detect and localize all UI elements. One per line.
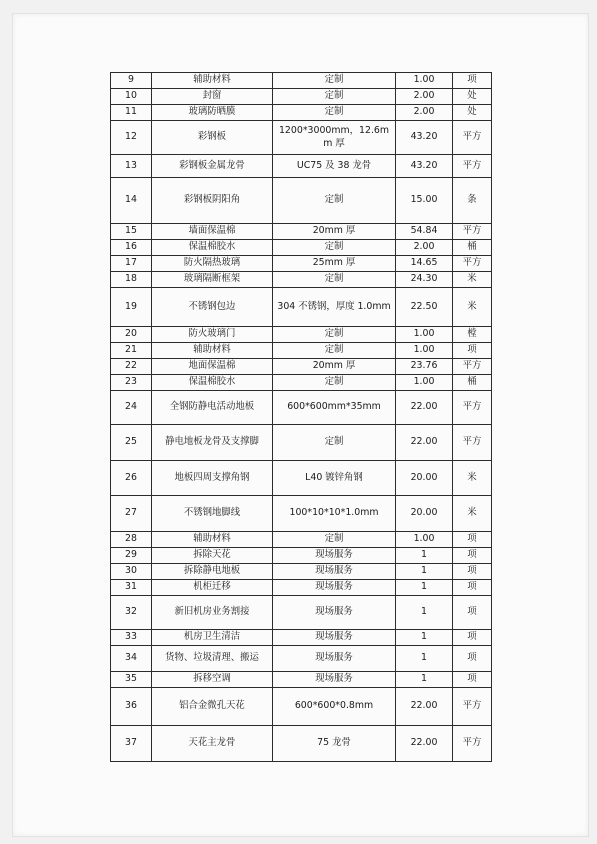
item-number: 32 <box>111 596 152 630</box>
item-number: 22 <box>111 359 152 375</box>
item-name: 拆除天花 <box>152 548 273 564</box>
table-row <box>111 496 492 532</box>
item-number: 11 <box>111 105 152 121</box>
item-unit: 项 <box>453 580 492 596</box>
items-table <box>110 72 492 762</box>
item-name: 铝合金微孔天花 <box>152 688 273 726</box>
item-quantity: 2.00 <box>396 105 453 121</box>
item-quantity: 1 <box>396 564 453 580</box>
item-number: 36 <box>111 688 152 726</box>
table-row <box>111 564 492 580</box>
table-row <box>111 359 492 375</box>
item-name: 天花主龙骨 <box>152 726 273 762</box>
item-spec: 20mm 厚 <box>273 359 396 375</box>
table-row <box>111 343 492 359</box>
item-number: 15 <box>111 224 152 240</box>
item-name: 防火隔热玻璃 <box>152 256 273 272</box>
item-quantity: 20.00 <box>396 496 453 532</box>
item-unit: 项 <box>453 532 492 548</box>
item-name: 不锈钢地脚线 <box>152 496 273 532</box>
item-quantity: 1 <box>396 580 453 596</box>
item-number: 35 <box>111 672 152 688</box>
item-number: 21 <box>111 343 152 359</box>
item-name: 保温棉胶水 <box>152 375 273 391</box>
item-number: 25 <box>111 425 152 461</box>
item-unit: 米 <box>453 496 492 532</box>
item-name: 玻璃防晒膜 <box>152 105 273 121</box>
item-name: 辅助材料 <box>152 532 273 548</box>
table-row <box>111 548 492 564</box>
table-row <box>111 688 492 726</box>
item-spec: 定制 <box>273 89 396 105</box>
item-number: 13 <box>111 155 152 178</box>
item-quantity: 15.00 <box>396 178 453 224</box>
item-number: 9 <box>111 73 152 89</box>
table-row <box>111 375 492 391</box>
item-unit: 平方 <box>453 121 492 155</box>
item-name: 全钢防静电活动地板 <box>152 391 273 425</box>
table-row <box>111 596 492 630</box>
item-name: 保温棉胶水 <box>152 240 273 256</box>
item-number: 29 <box>111 548 152 564</box>
item-number: 34 <box>111 646 152 672</box>
item-spec: 25mm 厚 <box>273 256 396 272</box>
table-row <box>111 155 492 178</box>
item-unit: 平方 <box>453 425 492 461</box>
item-spec: 现场服务 <box>273 630 396 646</box>
table-row <box>111 121 492 155</box>
table-row <box>111 630 492 646</box>
item-number: 33 <box>111 630 152 646</box>
table-row <box>111 461 492 496</box>
item-quantity: 43.20 <box>396 155 453 178</box>
table-row <box>111 532 492 548</box>
item-number: 20 <box>111 327 152 343</box>
item-spec: 现场服务 <box>273 564 396 580</box>
table-row <box>111 178 492 224</box>
item-number: 10 <box>111 89 152 105</box>
item-unit: 处 <box>453 89 492 105</box>
table-row <box>111 256 492 272</box>
item-spec: 定制 <box>273 272 396 288</box>
item-unit: 米 <box>453 272 492 288</box>
item-quantity: 1.00 <box>396 73 453 89</box>
item-unit: 项 <box>453 548 492 564</box>
item-number: 19 <box>111 288 152 327</box>
item-unit: 平方 <box>453 359 492 375</box>
item-spec: L40 镀锌角钢 <box>273 461 396 496</box>
item-quantity: 1 <box>396 672 453 688</box>
item-quantity: 1.00 <box>396 343 453 359</box>
item-name: 彩钢板 <box>152 121 273 155</box>
item-name: 货物、垃圾清理、搬运 <box>152 646 273 672</box>
item-spec: 304 不锈钢，厚度 1.0mm <box>273 288 396 327</box>
item-name: 辅助材料 <box>152 73 273 89</box>
item-spec: 定制 <box>273 240 396 256</box>
item-unit: 项 <box>453 73 492 89</box>
item-unit: 项 <box>453 596 492 630</box>
item-unit: 项 <box>453 630 492 646</box>
item-number: 18 <box>111 272 152 288</box>
item-name: 封窗 <box>152 89 273 105</box>
item-number: 30 <box>111 564 152 580</box>
item-number: 17 <box>111 256 152 272</box>
item-name: 拆移空调 <box>152 672 273 688</box>
item-spec: 定制 <box>273 327 396 343</box>
item-unit: 桶 <box>453 375 492 391</box>
item-spec: 75 龙骨 <box>273 726 396 762</box>
item-number: 14 <box>111 178 152 224</box>
item-name: 静电地板龙骨及支撑脚 <box>152 425 273 461</box>
item-name: 不锈钢包边 <box>152 288 273 327</box>
item-name: 彩钢板阴阳角 <box>152 178 273 224</box>
item-unit: 樘 <box>453 327 492 343</box>
item-name: 防火玻璃门 <box>152 327 273 343</box>
item-name: 新旧机房业务割接 <box>152 596 273 630</box>
item-number: 26 <box>111 461 152 496</box>
item-name: 拆除静电地板 <box>152 564 273 580</box>
table-row <box>111 272 492 288</box>
item-quantity: 22.50 <box>396 288 453 327</box>
item-quantity: 2.00 <box>396 240 453 256</box>
item-spec: 定制 <box>273 375 396 391</box>
item-number: 37 <box>111 726 152 762</box>
item-unit: 米 <box>453 288 492 327</box>
item-quantity: 54.84 <box>396 224 453 240</box>
item-quantity: 1.00 <box>396 375 453 391</box>
item-unit: 条 <box>453 178 492 224</box>
item-name: 玻璃隔断框架 <box>152 272 273 288</box>
item-unit: 平方 <box>453 224 492 240</box>
item-quantity: 1.00 <box>396 327 453 343</box>
item-unit: 平方 <box>453 256 492 272</box>
item-spec: 现场服务 <box>273 646 396 672</box>
item-unit: 平方 <box>453 155 492 178</box>
item-name: 彩钢板金属龙骨 <box>152 155 273 178</box>
item-number: 31 <box>111 580 152 596</box>
item-spec: 定制 <box>273 178 396 224</box>
item-unit: 平方 <box>453 688 492 726</box>
table-row <box>111 327 492 343</box>
table-row <box>111 646 492 672</box>
item-unit: 项 <box>453 646 492 672</box>
table-row <box>111 672 492 688</box>
item-name: 机房卫生清洁 <box>152 630 273 646</box>
table-row <box>111 580 492 596</box>
item-quantity: 22.00 <box>396 688 453 726</box>
item-number: 28 <box>111 532 152 548</box>
item-quantity: 1.00 <box>396 532 453 548</box>
item-quantity: 14.65 <box>396 256 453 272</box>
item-unit: 处 <box>453 105 492 121</box>
item-unit: 项 <box>453 672 492 688</box>
item-spec: 600*600*0.8mm <box>273 688 396 726</box>
table-row <box>111 726 492 762</box>
item-unit: 米 <box>453 461 492 496</box>
item-spec: 1200*3000mm，12.6mm 厚 <box>273 121 396 155</box>
item-spec: 现场服务 <box>273 580 396 596</box>
item-spec: 定制 <box>273 343 396 359</box>
table-row <box>111 224 492 240</box>
item-quantity: 20.00 <box>396 461 453 496</box>
table-row <box>111 288 492 327</box>
item-quantity: 22.00 <box>396 391 453 425</box>
item-unit: 平方 <box>453 391 492 425</box>
item-name: 地板四周支撑角钢 <box>152 461 273 496</box>
item-spec: 定制 <box>273 425 396 461</box>
item-name: 机柜迁移 <box>152 580 273 596</box>
table-row <box>111 240 492 256</box>
item-number: 23 <box>111 375 152 391</box>
item-quantity: 1 <box>396 630 453 646</box>
table-row <box>111 391 492 425</box>
item-spec: 现场服务 <box>273 672 396 688</box>
items-table-body <box>111 73 492 762</box>
item-spec: 现场服务 <box>273 596 396 630</box>
item-quantity: 1 <box>396 548 453 564</box>
item-spec: 定制 <box>273 532 396 548</box>
item-unit: 项 <box>453 343 492 359</box>
item-number: 12 <box>111 121 152 155</box>
table-row <box>111 89 492 105</box>
table-row <box>111 425 492 461</box>
item-number: 24 <box>111 391 152 425</box>
item-unit: 平方 <box>453 726 492 762</box>
item-spec: 600*600mm*35mm <box>273 391 396 425</box>
item-unit: 桶 <box>453 240 492 256</box>
item-quantity: 2.00 <box>396 89 453 105</box>
item-quantity: 23.76 <box>396 359 453 375</box>
item-name: 辅助材料 <box>152 343 273 359</box>
item-quantity: 22.00 <box>396 726 453 762</box>
table-row <box>111 105 492 121</box>
item-spec: 100*10*10*1.0mm <box>273 496 396 532</box>
item-spec: UC75 及 38 龙骨 <box>273 155 396 178</box>
item-quantity: 22.00 <box>396 425 453 461</box>
item-name: 墙面保温棉 <box>152 224 273 240</box>
item-spec: 现场服务 <box>273 548 396 564</box>
item-number: 16 <box>111 240 152 256</box>
item-spec: 定制 <box>273 73 396 89</box>
item-quantity: 24.30 <box>396 272 453 288</box>
item-spec: 20mm 厚 <box>273 224 396 240</box>
item-quantity: 1 <box>396 596 453 630</box>
table-row <box>111 73 492 89</box>
item-unit: 项 <box>453 564 492 580</box>
item-name: 地面保温棉 <box>152 359 273 375</box>
item-spec: 定制 <box>273 105 396 121</box>
item-number: 27 <box>111 496 152 532</box>
item-quantity: 43.20 <box>396 121 453 155</box>
item-quantity: 1 <box>396 646 453 672</box>
